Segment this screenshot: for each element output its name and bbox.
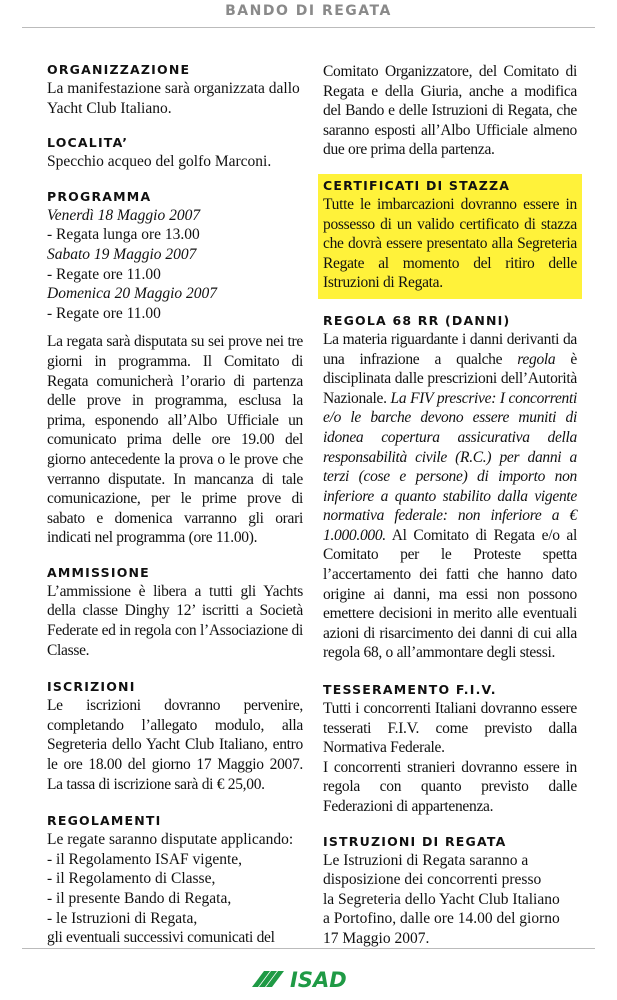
section-localita [47,135,303,172]
section-heading: PROGRAMMA [47,188,152,204]
section-text: Tutti i concorrenti Italiani dovranno essere tesserati F.I.V. come previsto dalla Normativa Federale. [323,700,577,757]
header-divider [22,27,595,28]
rule-line: Le regate saranno disputate applicando: [47,831,294,849]
schedule-time: - Regata lunga ore 13.00 [47,226,200,244]
section-ammissione [47,565,303,660]
section-heading: CERTIFICATI DI STAZZA [323,177,511,193]
section-text [323,330,577,663]
section-heading: ISCRIZIONI [47,679,136,695]
section-regolamenti [47,813,303,948]
istruzioni-line: a Portofino, dalle ore 14.00 del giorno [323,910,560,928]
section-tesseramento [323,682,577,817]
section-heading: AMMISSIONE [47,564,150,580]
continuation-text: Comitato Organizzatore, del Comitato di Regata e della Giuria, anche a modifica del Bando e delle Istruzioni di Regata, che saranno esposti all’Albo Ufficiale almeno due ore prima della partenza. [323,63,577,159]
page-header-title: BANDO DI REGATA [225,3,392,19]
istruzioni-line: la Segreteria dello Yacht Club Italiano [323,890,560,908]
schedule-day: Sabato 19 Maggio 2007 [47,245,197,263]
section-heading: REGOLAMENTI [47,813,162,829]
section-certificati [318,174,582,299]
section-heading: ORGANIZZAZIONE [47,62,191,77]
footer-divider [22,948,595,949]
schedule-time: - Regate ore 11.00 [47,265,161,283]
rule-line: - le Istruzioni di Regata, [47,909,198,927]
section-text: Tutte le imbarcazioni dovranno essere in possesso di un valido certificato di stazza che dovrà essere presentato alla Segreteria Regate al momento del ritiro delle Istruzioni di Regata. [323,195,577,292]
section-heading: REGOLA 68 RR (DANNI) [323,312,511,328]
section-text: La manifestazione sarà organizzata dallo Yacht Club Italiano. [47,80,300,117]
section-text: Le iscrizioni dovranno pervenire, completando l’allegato modulo, alla Segreteria dello Yacht Club Italiano, entro le ore 18.00 del giorno 17 Maggio 2007. La tassa di iscrizione sarà di € 25,00. [47,697,303,793]
rule-line: - il Regolamento di Classe, [47,870,216,888]
section-heading: LOCALITA’ [47,135,129,151]
section-heading: ISTRUZIONI DI REGATA [323,833,507,849]
text-part-italic: regola [517,350,556,368]
schedule-day: Venerdì 18 Maggio 2007 [47,206,201,224]
section-organizzazione [47,62,303,118]
rule-line: - il Regolamento ISAF vigente, [47,850,243,868]
section-text: I concorrenti stranieri dovranno essere in regola con quanto previsto dalle Federazioni di appartenenza. [323,758,577,815]
section-iscrizioni [47,679,303,794]
section-regola68 [323,313,577,663]
text-part: è disciplinata dalle prescrizioni dell’Autorità Nazionale. [323,350,578,407]
right-column [323,62,577,949]
isad-logo [250,967,370,991]
istruzioni-line: 17 Maggio 2007. [323,929,430,947]
section-programma [47,189,303,548]
section-text: Specchio acqueo del golfo Marconi. [47,153,272,171]
istruzioni-line: Le Istruzioni di Regata saranno a [323,851,529,869]
logo-text: ISAD [290,968,347,991]
istruzioni-line: disposizione dei concorrenti presso [323,871,542,889]
text-part: Al Comitato di Regata e/o al Comitato per le Proteste spetta l’accertamento dei fatti che hanno dato origine ai danni, ma essi non possono emettere decisioni in merito alle eventuali azioni di risarcimento dei danni di cui alla regola 68, o all’ammontare degli stessi. [323,526,577,662]
rule-line: - il presente Bando di Regata, [47,890,232,907]
text-part: La materia riguardante i danni derivanti da una infrazione a qualche [323,330,577,368]
section-istruzioni [323,834,577,949]
rule-line: gli eventuali successivi comunicati del [47,929,275,947]
left-column [47,62,303,948]
section-text: La regata sarà disputata su sei prove nei tre giorni in programma. Il Comitato di Regata comunicherà l’orario di partenza delle prove in programma, esclusa la prima, esponendo all’Albo Ufficiale un comunicato prima delle ore 19.00 del giorno antecedente la prova o le prove che verranno disputate. In mancanza di tale comunicazione, per le prime prove di sabato e domenica varranno gli orari indicati nel programma (ore 11.00). [47,333,303,547]
schedule-time: - Regate ore 11.00 [47,304,161,322]
text-part-italic: La FIV prescrive: I concorrenti e/o le barche devono essere muniti di idonea copertura assicurativa della responsabilità civile (R.C.) per danni a terzi (cose e persone) di importo non inferiore a quanto stabilito dalla vigente normativa federale: non inferiore a € 1.000.000. [323,389,577,544]
section-heading: TESSERAMENTO F.I.V. [323,682,497,698]
schedule-day: Domenica 20 Maggio 2007 [47,285,218,303]
section-text: L’ammissione è libera a tutti gli Yachts della classe Dinghy 12’ iscritti a Società Federate ed in regola con l’Associazione di Classe. [47,582,303,659]
